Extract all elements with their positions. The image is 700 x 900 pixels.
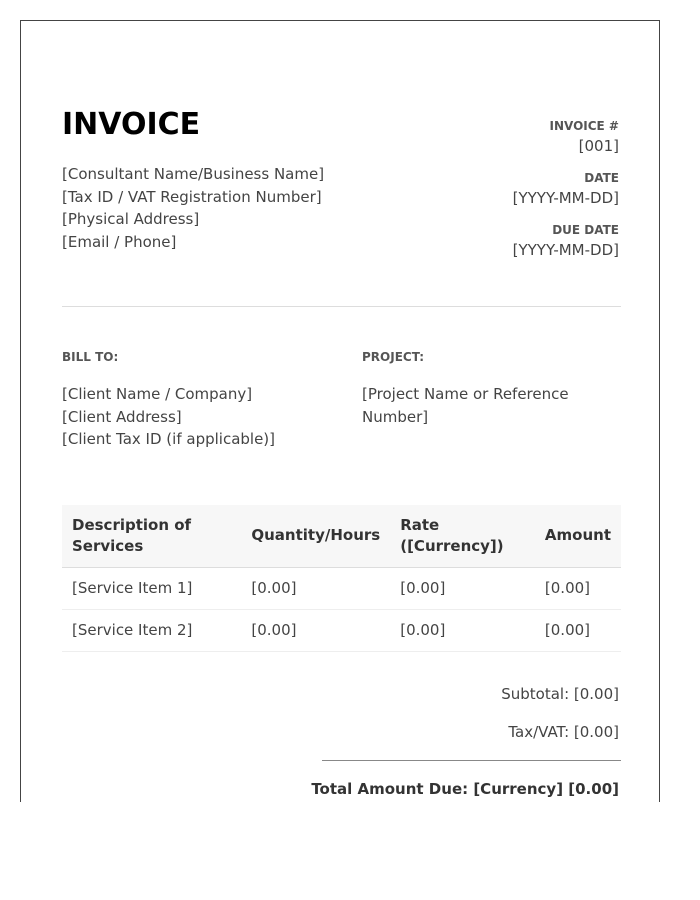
row-amount: [0.00] xyxy=(535,609,621,651)
consultant-details xyxy=(62,163,362,253)
column-header-amount: Amount xyxy=(535,505,621,567)
column-header-description-line-1: Description of xyxy=(72,515,192,534)
bill-to-details xyxy=(62,383,352,451)
column-header-rate xyxy=(390,505,535,567)
invoice-meta xyxy=(419,117,619,273)
project-details xyxy=(362,383,621,428)
invoice-number-label: INVOICE # xyxy=(549,119,619,133)
invoice-number-value: [001] xyxy=(578,137,619,155)
project-name-line-2: Number] xyxy=(362,407,429,426)
table-row xyxy=(62,609,621,651)
row-quantity: [0.00] xyxy=(241,567,390,609)
consultant-contact: [Email / Phone] xyxy=(62,232,177,251)
row-rate: [0.00] xyxy=(390,567,535,609)
column-header-quantity: Quantity/Hours xyxy=(241,505,390,567)
client-address: [Client Address] xyxy=(62,407,182,426)
table-row xyxy=(62,567,621,609)
due-date-value: [YYYY-MM-DD] xyxy=(512,241,619,259)
consultant-name: [Consultant Name/Business Name] xyxy=(62,165,325,183)
project-name-line-1: [Project Name or Reference xyxy=(362,385,569,403)
client-name: [Client Name / Company] xyxy=(62,385,253,403)
total-amount-due: Total Amount Due: [Currency] [0.00] xyxy=(311,780,619,798)
row-rate: [0.00] xyxy=(390,609,535,651)
row-quantity: [0.00] xyxy=(241,609,390,651)
date-label: DATE xyxy=(584,171,619,185)
subtotal: Subtotal: [0.00] xyxy=(501,685,619,703)
column-header-rate-line-1: Rate xyxy=(400,515,440,534)
row-description: [Service Item 2] xyxy=(62,609,241,651)
column-header-rate-line-2: ([Currency]) xyxy=(400,536,504,555)
invoice-page xyxy=(20,20,660,802)
consultant-address: [Physical Address] xyxy=(62,210,200,228)
column-header-description-line-2: Services xyxy=(72,536,144,555)
due-date-label: DUE DATE xyxy=(552,223,619,237)
row-amount: [0.00] xyxy=(535,567,621,609)
column-header-description xyxy=(62,505,241,567)
tax-vat: Tax/VAT: [0.00] xyxy=(508,723,619,741)
date-value: [YYYY-MM-DD] xyxy=(512,189,619,207)
header-divider xyxy=(62,306,621,307)
table-header-row xyxy=(62,505,621,567)
totals-divider xyxy=(322,760,621,761)
client-tax-id: [Client Tax ID (if applicable)] xyxy=(62,430,276,448)
bill-to-label: BILL TO: xyxy=(62,350,119,364)
invoice-title: INVOICE xyxy=(62,107,201,142)
row-description: [Service Item 1] xyxy=(62,567,241,609)
project-label: PROJECT: xyxy=(362,350,425,364)
services-table xyxy=(62,505,621,652)
consultant-tax-id: [Tax ID / VAT Registration Number] xyxy=(62,187,322,206)
